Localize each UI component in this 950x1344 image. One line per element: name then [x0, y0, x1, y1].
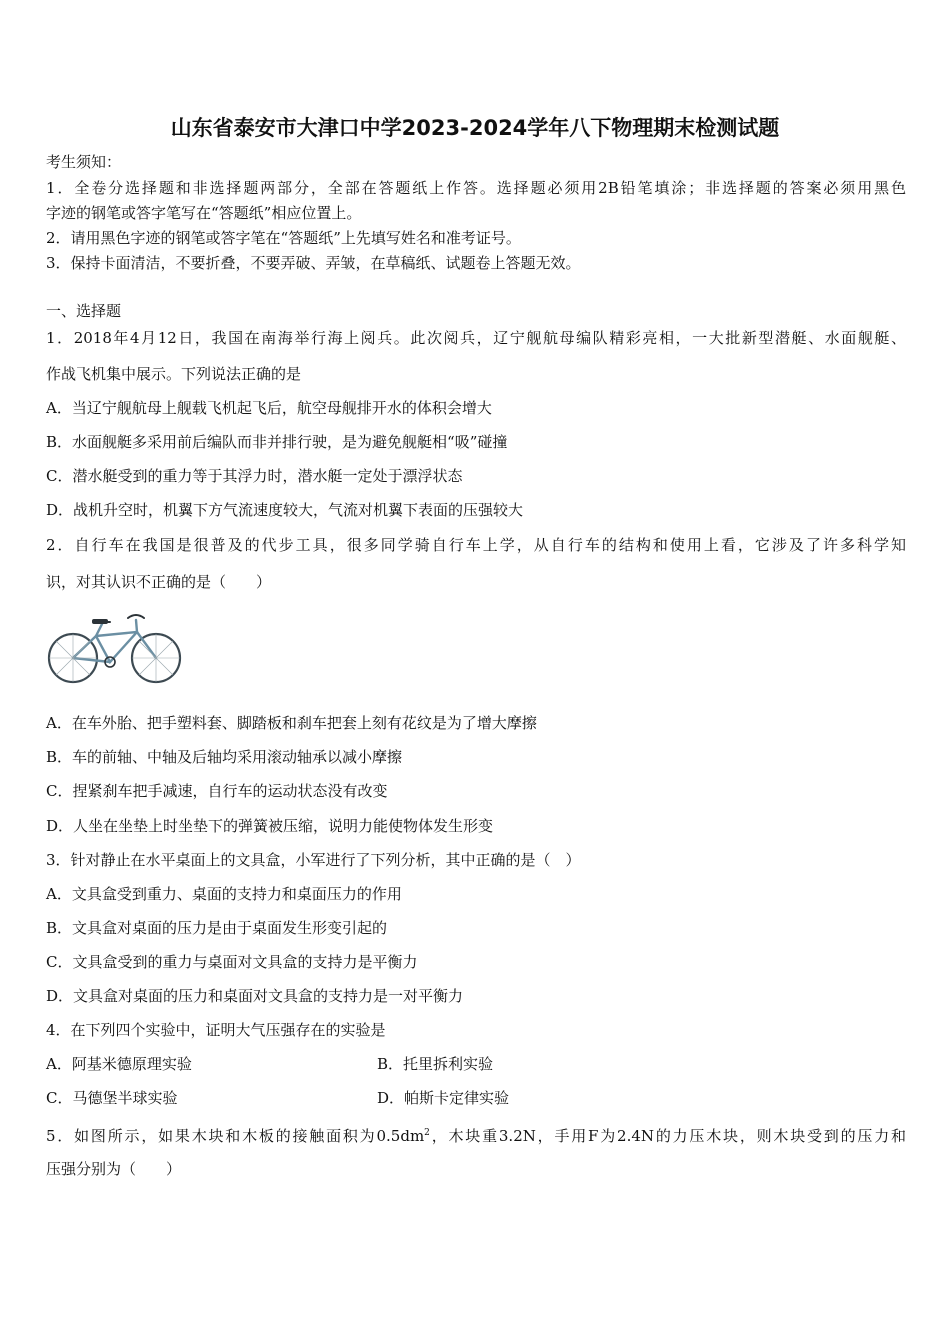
question-1-option-b: B．水面舰艇多采用前后编队而非并排行驶，是为避免舰艇相“吸”碰撞: [46, 433, 508, 451]
question-5-stem-part1: 5．如图所示，如果木块和木板的接触面积为0.5dm: [46, 1127, 425, 1145]
bicycle-illustration-icon: [44, 600, 184, 690]
question-4-option-c: C．马德堡半球实验: [46, 1089, 178, 1107]
question-3-option-a: A．文具盒受到重力、桌面的支持力和桌面压力的作用: [46, 885, 402, 903]
notice-item: 2．请用黑色字迹的钢笔或答字笔在“答题纸”上先填写姓名和准考证号。: [46, 229, 521, 247]
question-1-option-a: A．当辽宁舰航母上舰载飞机起飞后，航空母舰排开水的体积会增大: [46, 399, 492, 417]
question-2-option-a: A．在车外胎、把手塑料套、脚踏板和刹车把套上刻有花纹是为了增大摩擦: [46, 714, 537, 732]
question-2-option-c: C．捏紧刹车把手减速，自行车的运动状态没有改变: [46, 782, 388, 800]
question-1-stem-cont: 作战飞机集中展示。下列说法正确的是: [46, 365, 302, 383]
question-4-option-b: B．托里拆利实验: [377, 1055, 494, 1073]
question-1-stem: 1．2018年4月12日，我国在南海举行海上阅兵。此次阅兵，辽宁舰航母编队精彩亮相，一大批新型潜艇、水面舰艇、: [46, 329, 906, 347]
question-1-option-d: D．战机升空时，机翼下方气流速度较大，气流对机翼下表面的压强较大: [46, 501, 524, 519]
notice-item: 3．保持卡面清洁，不要折叠，不要弄破、弄皱，在草稿纸、试题卷上答题无效。: [46, 254, 581, 272]
question-5-stem: [46, 1123, 906, 1146]
question-3-stem: 3．针对静止在水平桌面上的文具盒，小军进行了下列分析，其中正确的是（ ）: [46, 851, 581, 869]
notice-item: 字迹的钢笔或答字笔写在“答题纸”相应位置上。: [46, 204, 362, 222]
question-2-stem: 2．自行车在我国是很普及的代步工具，很多同学骑自行车上学，从自行车的结构和使用上看，它涉及了许多科学知: [46, 536, 906, 554]
question-4-stem: 4．在下列四个实验中，证明大气压强存在的实验是: [46, 1021, 386, 1039]
question-2-stem-cont: 识，对其认识不正确的是（ ）: [46, 573, 272, 591]
question-3-option-d: D．文具盒对桌面的压力和桌面对文具盒的支持力是一对平衡力: [46, 987, 464, 1005]
section-heading: 一、选择题: [46, 302, 122, 320]
question-4-option-d: D．帕斯卡定律实验: [377, 1089, 510, 1107]
superscript-2: 2: [424, 1128, 430, 1138]
page-title: 山东省泰安市大津口中学2023-2024学年八下物理期末检测试题: [170, 116, 780, 140]
question-4-option-a: A．阿基米德原理实验: [46, 1055, 192, 1073]
notice-item: 1．全卷分选择题和非选择题两部分，全部在答题纸上作答。选择题必须用2B铅笔填涂；非选择题的答案必须用黑色: [46, 179, 906, 197]
question-2-option-d: D．人坐在坐垫上时坐垫下的弹簧被压缩，说明力能使物体发生形变: [46, 817, 494, 835]
question-1-option-c: C．潜水艇受到的重力等于其浮力时，潜水艇一定处于漂浮状态: [46, 467, 463, 485]
notice-heading: 考生须知：: [46, 153, 122, 171]
question-3-option-b: B．文具盒对桌面的压力是由于桌面发生形变引起的: [46, 919, 388, 937]
question-2-option-b: B．车的前轴、中轴及后轴均采用滚动轴承以减小摩擦: [46, 748, 403, 766]
question-3-option-c: C．文具盒受到的重力与桌面对文具盒的支持力是平衡力: [46, 953, 418, 971]
question-5-stem-cont: 压强分别为（ ）: [46, 1160, 182, 1178]
question-5-stem-part2: ，木块重3.2N，手用F为2.4N的力压木块，则木块受到的压力和: [429, 1127, 906, 1145]
